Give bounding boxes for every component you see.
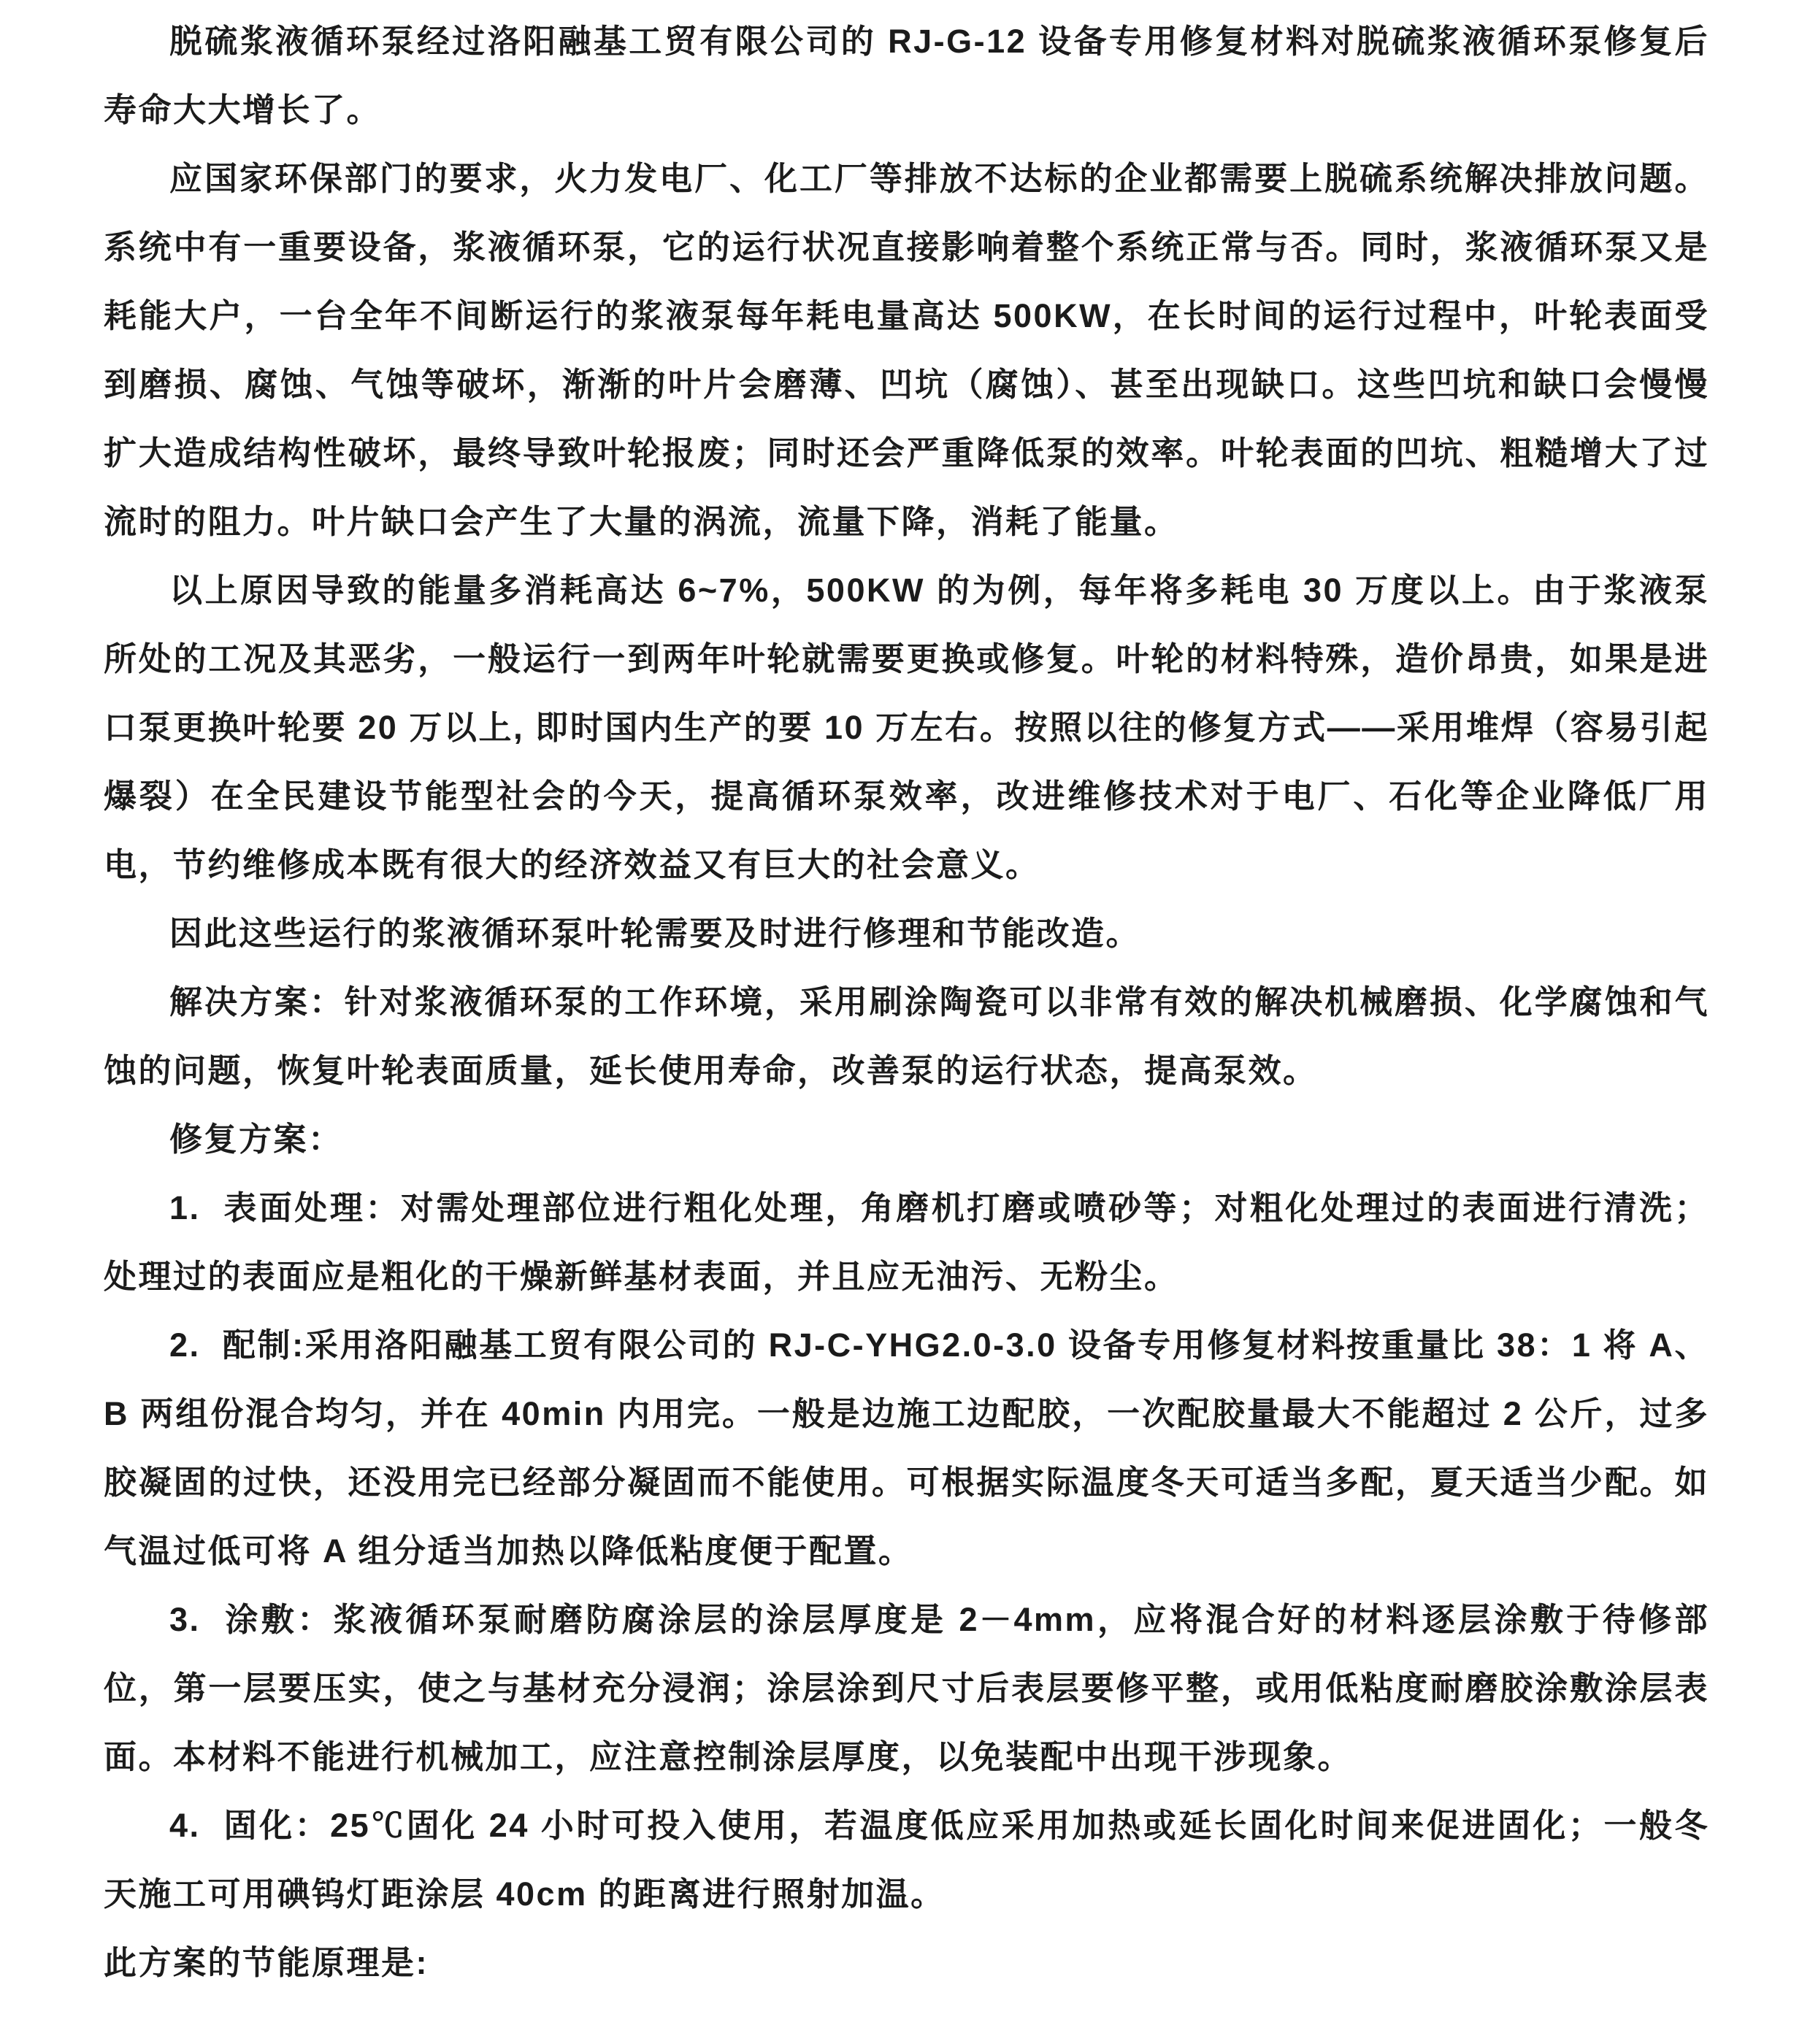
paragraph-1: 脱硫浆液循环泵经过洛阳融基工贸有限公司的 RJ-G-12 设备专用修复材料对脱硫浆液循环泵修复后寿命大大增长了。 — [104, 23, 1709, 128]
paragraph-11-energy-saving-principle: 此方案的节能原理是: — [104, 1944, 429, 1981]
paragraph-8-step-2-preparation: 2. 配制:采用洛阳融基工贸有限公司的 RJ-C-YHG2.0-3.0 设备专用修复材料按重量比 38：1 将 A、B 两组份混合均匀，并在 40min 内用完。一般是边施工边配胶，一次配胶量最大不能超过 2 公斤，过多胶凝固的过快，还没用完已经部分凝固而不能使用。可根据实际温度冬天可适当多配，夏天适当少配。如气温过低可将 A 组分适当加热以降低粘度便于配置。 — [104, 1326, 1709, 1570]
paragraph-2: 应国家环保部门的要求，火力发电厂、化工厂等排放不达标的企业都需要上脱硫系统解决排放问题。系统中有一重要设备，浆液循环泵，它的运行状况直接影响着整个系统正常与否。同时，浆液循环泵又是耗能大户，一台全年不间断运行的浆液泵每年耗电量高达 500KW，在长时间的运行过程中，叶轮表面受到磨损、腐蚀、气蚀等破坏，渐渐的叶片会磨薄、凹坑（腐蚀）、甚至出现缺口。这些凹坑和缺口会慢慢扩大造成结构性破坏，最终导致叶轮报废；同时还会严重降低泵的效率。叶轮表面的凹坑、粗糙增大了过流时的阻力。叶片缺口会产生了大量的涡流，流量下降，消耗了能量。 — [104, 160, 1709, 540]
paragraph-9-step-3-coating: 3. 涂敷：浆液循环泵耐磨防腐涂层的涂层厚度是 2－4mm，应将混合好的材料逐层涂敷于待修部位，第一层要压实，使之与基材充分浸润；涂层涂到尺寸后表层要修平整，或用低粘度耐磨胶涂敷涂层表面。本材料不能进行机械加工，应注意控制涂层厚度，以免装配中出现干涉现象。 — [104, 1601, 1709, 1775]
paragraph-10-step-4-curing: 4. 固化：25℃固化 24 小时可投入使用，若温度低应采用加热或延长固化时间来促进固化；一般冬天施工可用碘钨灯距涂层 40cm 的距离进行照射加温。 — [104, 1807, 1709, 1913]
paragraph-4: 因此这些运行的浆液循环泵叶轮需要及时进行修理和节能改造。 — [169, 915, 1141, 952]
paragraph-5: 解决方案：针对浆液循环泵的工作环境，采用刷涂陶瓷可以非常有效的解决机械磨损、化学腐蚀和气蚀的问题，恢复叶轮表面质量，延长使用寿命，改善泵的运行状态，提高泵效。 — [104, 983, 1709, 1089]
paragraph-7-step-1-surface-treatment: 1. 表面处理：对需处理部位进行粗化处理，角磨机打磨或喷砂等；对粗化处理过的表面进行清洗；处理过的表面应是粗化的干燥新鲜基材表面，并且应无油污、无粉尘。 — [104, 1189, 1709, 1295]
paragraph-6-repair-plan-heading: 修复方案： — [169, 1121, 343, 1158]
paragraph-3: 以上原因导致的能量多消耗高达 6~7%，500KW 的为例，每年将多耗电 30 万度以上。由于浆液泵所处的工况及其恶劣，一般运行一到两年叶轮就需要更换或修复。叶轮的材料特殊，造价昂贵，如果是进口泵更换叶轮要 20 万以上, 即时国内生产的要 10 万左右。按照以往的修复方式——采用堆焊（容易引起爆裂）在全民建设节能型社会的今天，提高循环泵效率，改进维修技术对于电厂、石化等企业降低厂用电，节约维修成本既有很大的经济效益又有巨大的社会意义。 — [104, 572, 1709, 883]
